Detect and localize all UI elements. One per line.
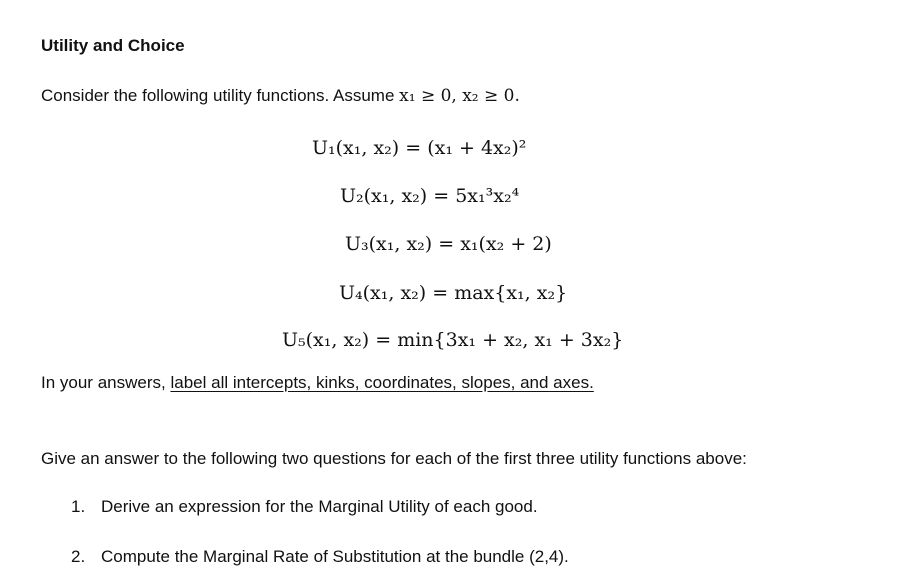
list-item-number: 1. — [71, 497, 86, 516]
equation-u1: U₁(x₁, x₂) = (x₁ + 4x₂)² — [312, 137, 527, 159]
note-underlined: label all intercepts, kinks, coordinates, slopes, and axes. — [170, 373, 594, 392]
list-item-text: Derive an expression for the Marginal Utility of each good. — [101, 497, 538, 516]
equation-u5: U₅(x₁, x₂) = min{3x₁ + x₂, x₁ + 3x₂} — [282, 329, 624, 351]
answer-instruction — [41, 373, 594, 393]
intro-text: Consider the following utility functions. Assume — [41, 86, 395, 105]
equation-u3: U₃(x₁, x₂) = x₁(x₂ + 2) — [345, 233, 552, 255]
list-item-text: Compute the Marginal Rate of Substitution at the bundle (2,4). — [101, 547, 569, 566]
list-item-number: 2. — [71, 547, 86, 566]
equation-u2: U₂(x₁, x₂) = 5x₁³x₂⁴ — [340, 185, 520, 207]
list-item — [71, 497, 538, 517]
intro-constraint: x₁ ≥ 0, x₂ ≥ 0. — [399, 86, 520, 106]
equation-u4: U₄(x₁, x₂) = max{x₁, x₂} — [339, 282, 568, 304]
question-text: Give an answer to the following two questions for each of the first three utility functions above: — [41, 449, 747, 468]
note-prefix: In your answers, — [41, 373, 166, 392]
list-item — [71, 547, 569, 567]
section-title: Utility and Choice — [41, 36, 185, 55]
intro-paragraph — [41, 86, 520, 106]
